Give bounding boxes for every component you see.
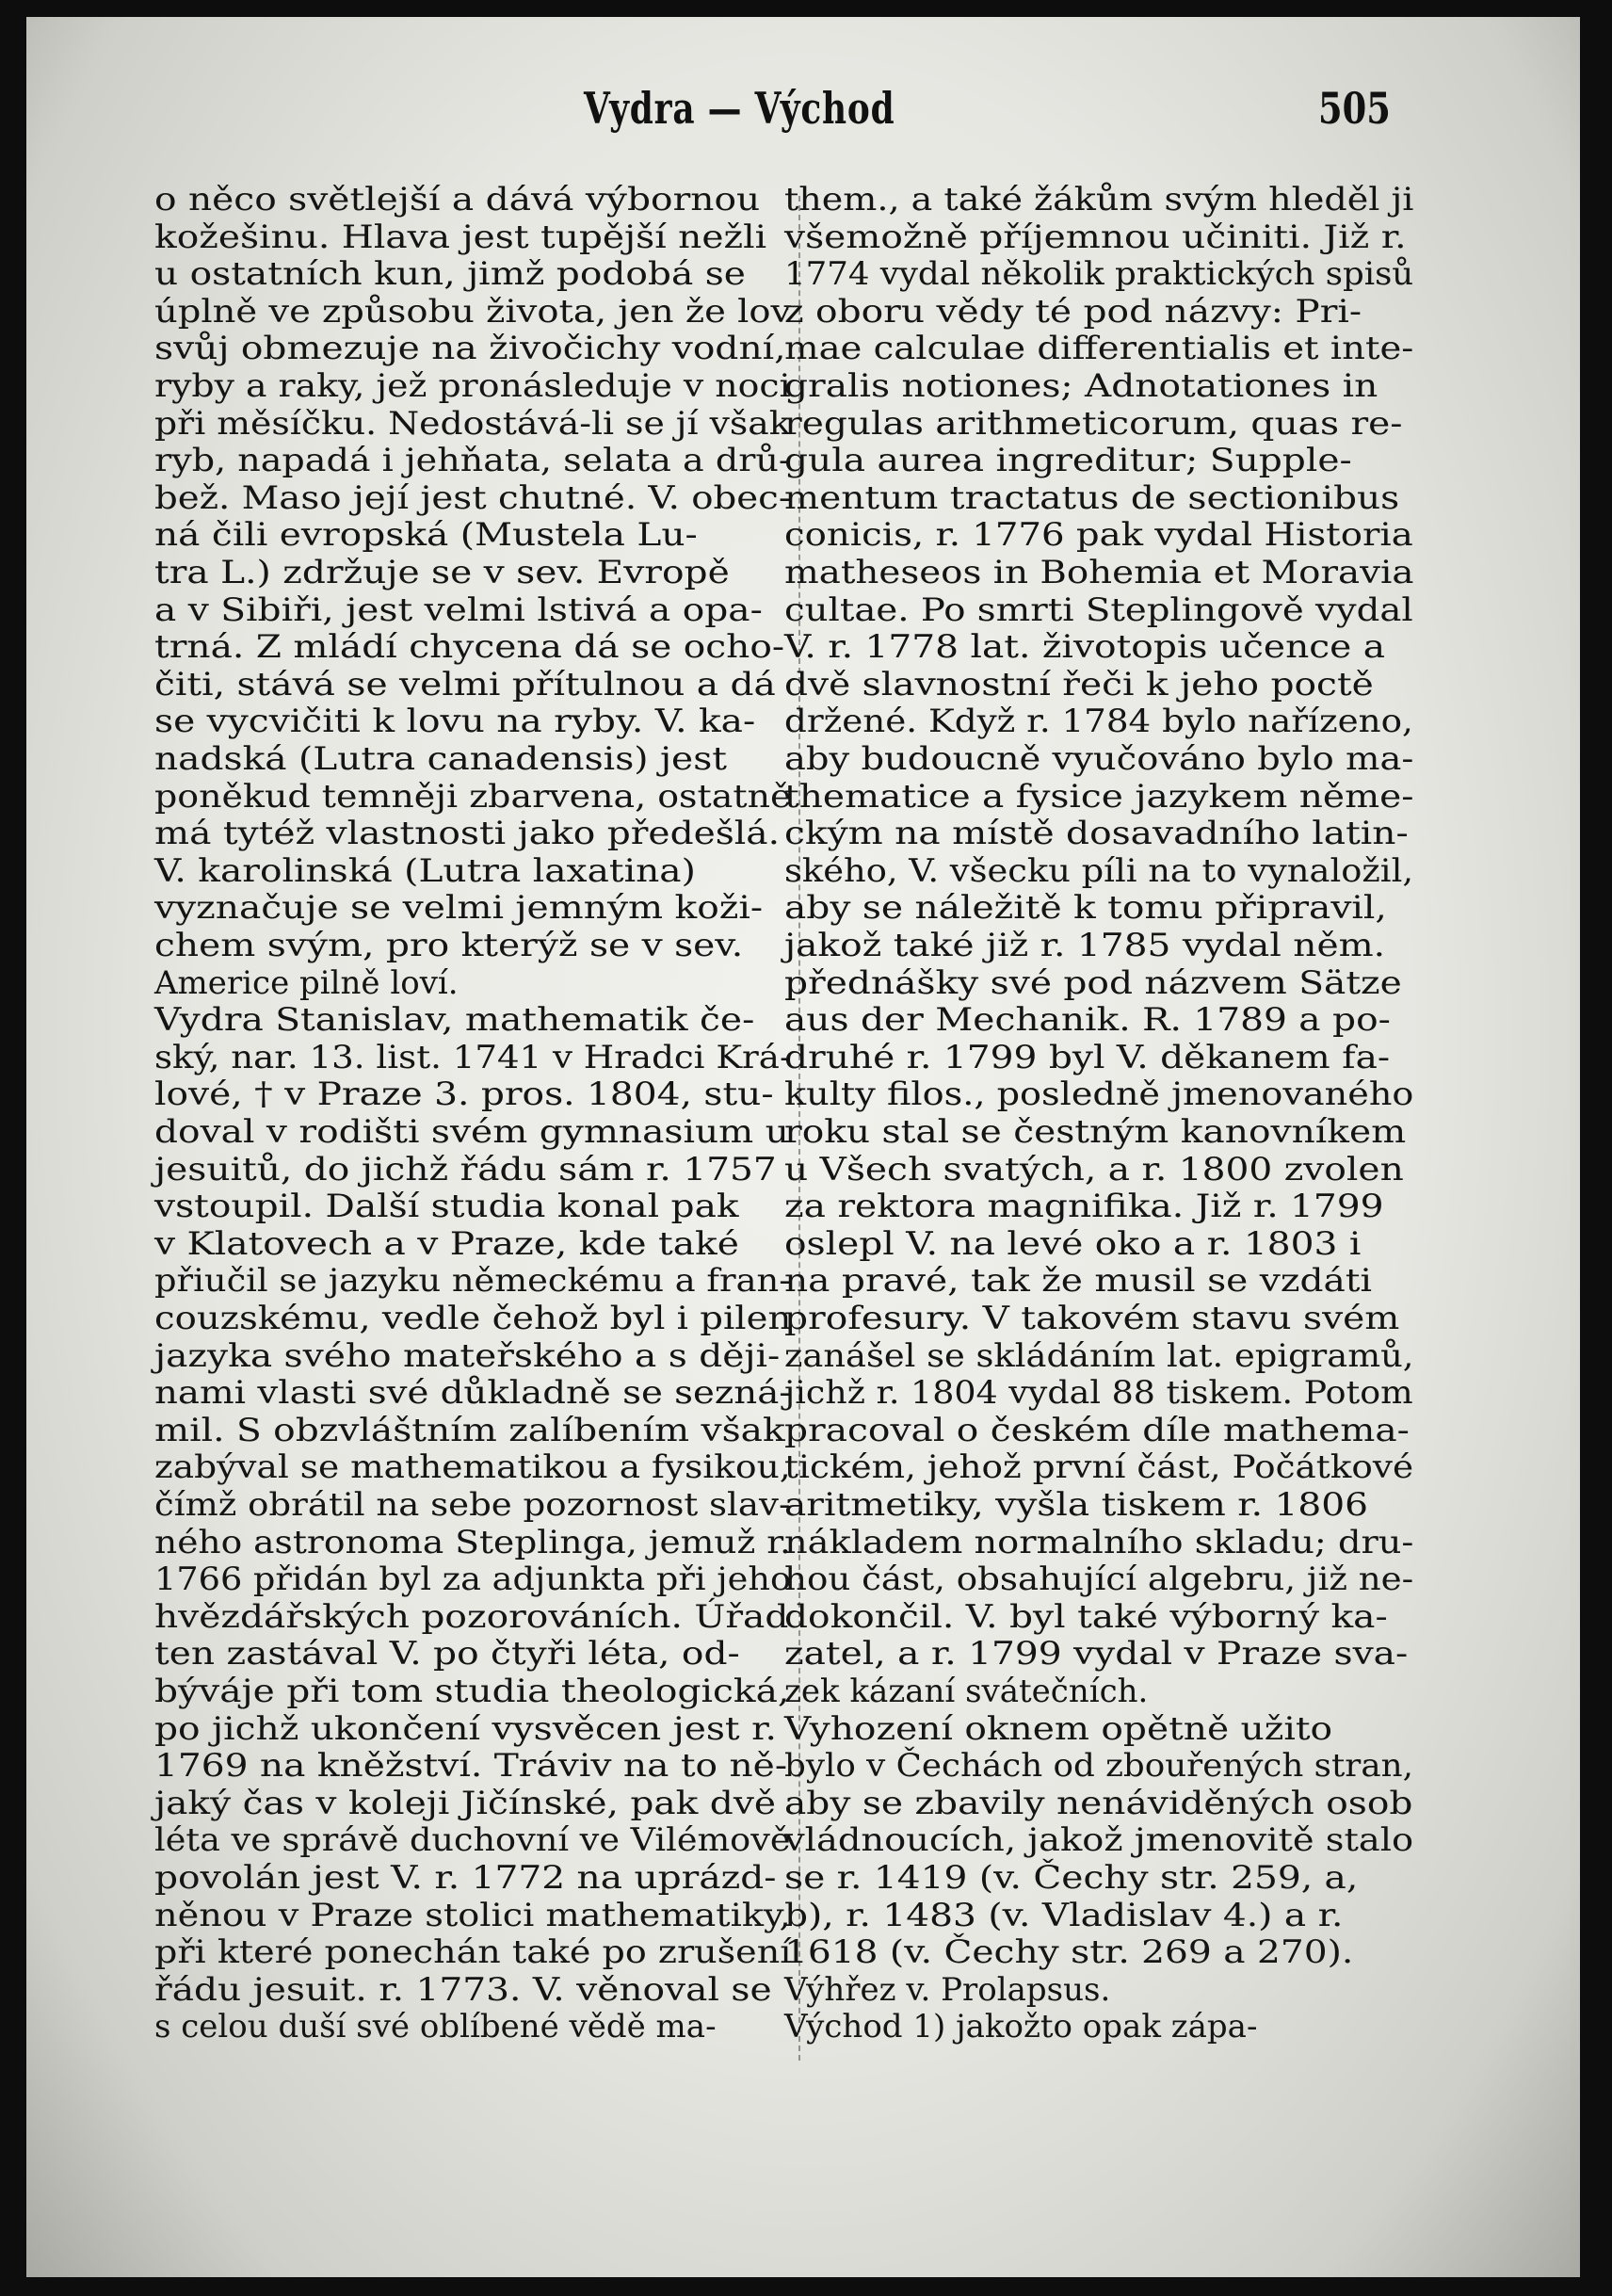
text-line: ského, V. všecku píli na to vynaložil, <box>784 851 1414 890</box>
text-line: ten zastával V. po čtyři léta, od- <box>154 1635 740 1673</box>
text-line: něnou v Praze stolici mathematiky, <box>154 1896 791 1934</box>
text-line: při měsíčku. Nedostává-li se jí však <box>154 404 791 443</box>
text-line: nadská (Lutra canadensis) jest <box>154 740 727 778</box>
text-line: čiti, stává se velmi přítulnou a dá <box>154 665 776 703</box>
text-line: mae calculae differentialis et inte- <box>784 330 1414 368</box>
text-line: býváje při tom studia theologická, <box>154 1673 790 1710</box>
text-line: o něco světlejší a dává výbornou <box>154 181 761 218</box>
text-line: kožešinu. Hlava jest tupější nežli <box>154 218 767 256</box>
text-line: roku stal se čestným kanovníkem <box>784 1113 1407 1151</box>
text-line: regulas arithmeticorum, quas re- <box>784 404 1403 443</box>
text-line: Východ 1) jakožto opak zápa- <box>784 2008 1258 2046</box>
book-page <box>26 17 1580 2277</box>
text-line: nákladem normalního skladu; dru- <box>784 1523 1414 1561</box>
text-line: zabýval se mathematikou a fysikou, <box>154 1448 791 1487</box>
text-line: Vyhození oknem opětně užito <box>784 1709 1333 1748</box>
text-line: aby budoucně vyučováno bylo ma- <box>784 740 1414 778</box>
text-line: Výhřez v. Prolapsus. <box>784 1970 1111 2009</box>
text-line: u Všech svatých, a r. 1800 zvolen <box>784 1150 1404 1188</box>
text-line: se vycvičiti k lovu na ryby. V. ka- <box>154 703 756 741</box>
text-line: vládnoucích, jakož jmenovitě stalo <box>784 1821 1414 1860</box>
text-line: držené. Když r. 1784 bylo nařízeno, <box>784 703 1413 741</box>
text-line: nami vlasti své důkladně se sezná- <box>154 1374 792 1413</box>
text-line: tickém, jehož první část, Počátkové <box>784 1448 1414 1487</box>
text-line: ckým na místě dosavadního latin- <box>784 815 1409 853</box>
text-line: aby se náležitě k tomu připravil, <box>784 889 1387 928</box>
text-line: Vydra Stanislav, mathematik če- <box>154 1001 755 1040</box>
text-line: lové, † v Praze 3. pros. 1804, stu- <box>154 1075 774 1114</box>
text-line: 1618 (v. Čechy str. 269 a 270). <box>784 1933 1354 1972</box>
text-line: hvězdářských pozorováních. Úřad <box>154 1597 789 1636</box>
text-line: pracoval o českém díle mathema- <box>784 1411 1410 1449</box>
text-line: hou část, obsahující algebru, již ne- <box>784 1560 1414 1599</box>
text-line: conicis, r. 1776 pak vydal Historia <box>784 516 1413 555</box>
text-line: s celou duší své oblíbené vědě ma- <box>154 2008 717 2046</box>
text-line: dokončil. V. byl také výborný ka- <box>784 1597 1388 1636</box>
text-line: ský, nar. 13. list. 1741 v Hradci Krá- <box>154 1038 792 1076</box>
text-line: jesuitů, do jichž řádu sám r. 1757 <box>154 1150 777 1188</box>
text-line: z oboru vědy té pod názvy: Pri- <box>784 292 1362 331</box>
text-line: jakož také již r. 1785 vydal něm. <box>784 927 1386 964</box>
text-line: čímž obrátil na sebe pozornost slav- <box>154 1486 791 1524</box>
text-line: zanášel se skládáním lat. epigramů, <box>784 1336 1414 1375</box>
text-line: u ostatních kun, jimž podobá se <box>154 255 746 294</box>
text-line: V. karolinská (Lutra laxatina) <box>154 851 696 890</box>
text-line: ryby a raky, jež pronásleduje v noci <box>154 367 791 405</box>
page-number: 505 <box>1318 83 1391 134</box>
text-line: oslepl V. na levé oko a r. 1803 i <box>784 1224 1362 1263</box>
text-line: za rektora magnifika. Již r. 1799 <box>784 1188 1384 1226</box>
text-line: thematice a fysice jazykem něme- <box>784 777 1414 816</box>
text-line: řádu jesuit. r. 1773. V. věnoval se <box>154 1970 772 2009</box>
text-line: všemožně příjemnou učiniti. Již r. <box>784 218 1407 256</box>
text-line: jichž r. 1804 vydal 88 tiskem. Potom <box>784 1374 1413 1413</box>
text-line: aby se zbavily nenáviděných osob <box>784 1784 1413 1822</box>
text-line: couzskému, vedle čehož byl i pilen <box>154 1300 792 1337</box>
text-line: aritmetiky, vyšla tiskem r. 1806 <box>784 1486 1368 1524</box>
text-line: mil. S obzvláštním zalíbením však <box>154 1411 785 1449</box>
text-line: 1774 vydal několik praktických spisů <box>784 255 1414 294</box>
text-line: 1766 přidán byl za adjunkta při jeho <box>154 1560 792 1599</box>
text-line: po jichž ukončení vysvěcen jest r. <box>154 1709 777 1748</box>
text-line: 1769 na kněžství. Tráviv na to ně- <box>154 1747 788 1786</box>
text-line: V. r. 1778 lat. životopis učence a <box>784 628 1386 667</box>
text-line: Americe pilně loví. <box>154 963 459 1002</box>
text-line: profesury. V takovém stavu svém <box>784 1300 1400 1337</box>
text-line: přednášky své pod názvem Sätze <box>784 963 1402 1002</box>
text-line: zatel, a r. 1799 vydal v Praze sva- <box>784 1635 1409 1673</box>
text-line: chem svým, pro kterýž se v sev. <box>154 927 744 964</box>
text-line: zek kázaní svátečních. <box>784 1673 1149 1710</box>
text-line: doval v rodišti svém gymnasium u <box>154 1113 789 1151</box>
text-line: tra L.) zdržuje se v sev. Evropě <box>154 554 730 591</box>
text-line: vyznačuje se velmi jemným koži- <box>154 889 764 928</box>
text-line: matheseos in Bohemia et Moravia <box>784 554 1414 591</box>
text-line: bylo v Čechách od zbouřených stran, <box>784 1747 1413 1786</box>
text-line: v Klatovech a v Praze, kde také <box>154 1224 739 1263</box>
text-line: léta ve správě duchovní ve Vilémově <box>154 1821 791 1860</box>
text-line: poněkud temněji zbarvena, ostatně <box>154 777 792 816</box>
text-line: dvě slavnostní řeči k jeho poctě <box>784 665 1374 703</box>
text-line: gula aurea ingreditur; Supple- <box>784 442 1352 480</box>
text-line: ná čili evropská (Mustela Lu- <box>154 516 698 555</box>
text-line: vstoupil. Další studia konal pak <box>154 1188 739 1226</box>
text-line: má tytéž vlastnosti jako předešlá. <box>154 815 781 853</box>
text-line: při které ponechán také po zrušení <box>154 1933 792 1972</box>
text-line: kulty filos., posledně jmenovaného <box>784 1075 1414 1114</box>
text-line: jaký čas v koleji Jičínské, pak dvě <box>154 1784 777 1822</box>
text-line: ného astronoma Steplinga, jemuž r. <box>154 1523 791 1561</box>
text-line: se r. 1419 (v. Čechy str. 259, a, <box>784 1859 1359 1897</box>
text-line: trná. Z mládí chycena dá se ocho- <box>154 628 785 667</box>
text-line: aus der Mechanik. R. 1789 a po- <box>784 1001 1391 1040</box>
text-line: na pravé, tak že musil se vzdáti <box>784 1262 1373 1301</box>
text-line: them., a také žákům svým hleděl ji <box>784 181 1414 218</box>
text-line: ryb, napadá i jehňata, selata a drů- <box>154 442 791 480</box>
text-line: povolán jest V. r. 1772 na uprázd- <box>154 1859 777 1897</box>
text-line: úplně ve způsobu života, jen že lov <box>154 292 792 331</box>
running-header <box>26 83 1580 149</box>
text-line: bež. Maso její jest chutné. V. obec- <box>154 478 791 517</box>
text-line: přiučil se jazyku německému a fran- <box>154 1262 791 1301</box>
text-line: mentum tractatus de sectionibus <box>784 478 1400 517</box>
text-line: svůj obmezuje na živočichy vodní, <box>154 330 786 368</box>
text-line: jazyka svého mateřského a s ději- <box>154 1336 781 1375</box>
text-line: b), r. 1483 (v. Vladislav 4.) a r. <box>784 1896 1344 1934</box>
text-line: gralis notiones; Adnotationes in <box>784 367 1378 405</box>
text-line: a v Sibiři, jest velmi lstivá a opa- <box>154 590 763 629</box>
page-header-title: Vydra — Východ <box>584 83 895 134</box>
text-line: cultae. Po smrti Steplingově vydal <box>784 590 1413 629</box>
text-line: druhé r. 1799 byl V. děkanem fa- <box>784 1038 1391 1076</box>
